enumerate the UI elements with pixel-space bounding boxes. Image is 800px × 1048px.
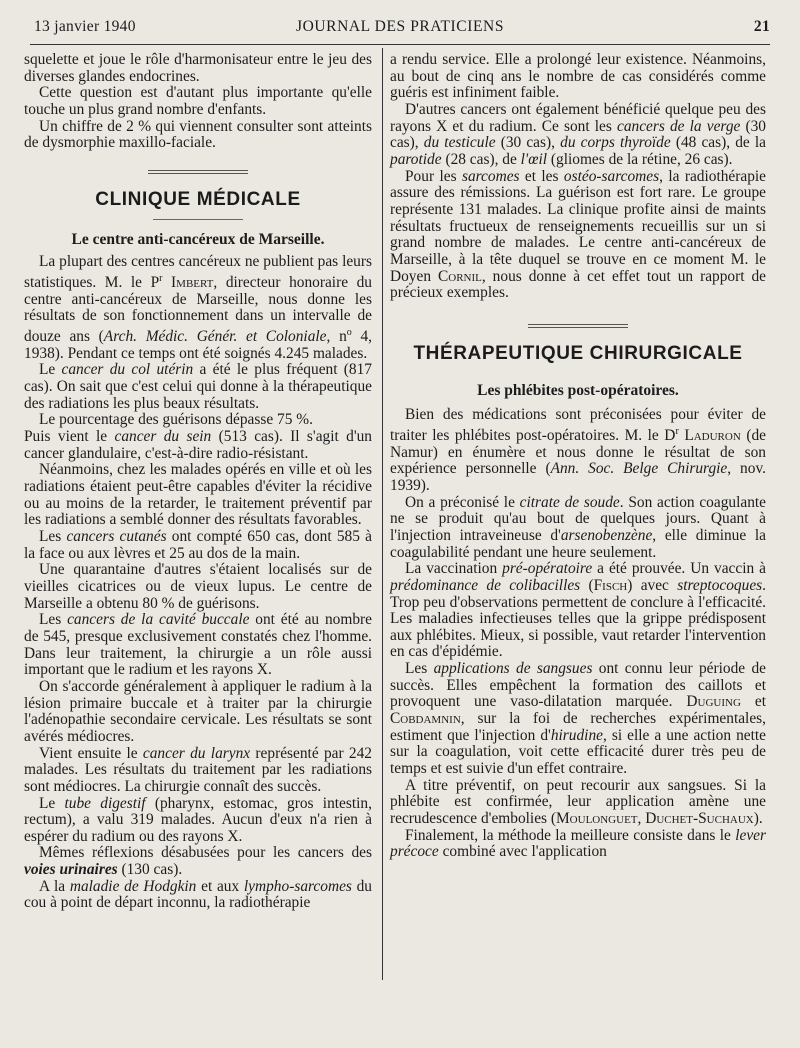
paragraph: Puis vient le cancer du sein (513 cas). Il s'agit d'un cancer glandulaire, c'est-à-dire radio-résistant. [24,428,372,462]
paragraph: A titre préventif, on peut recourir aux sangsues. Si la phlébite est confirmée, leur application amène une recrudescence d'embolies (Moulonguet, Duchet-Suchaux). [390,776,766,828]
paragraph: Le tube digestif (pharynx, estomac, gros intestin, rectum), a valu 319 malades. Aucun d'eux n'a rien à espérer du radium ou des rayons X. [24,794,372,845]
section-title-clinique: CLINIQUE MÉDICALE [95,188,301,210]
paragraph: Bien des médications sont préconisées pour éviter de traiter les phlébites post-opératoires. M. le $D^r$ Laduron (de Namur) en énumère et nous donne le résultat de son expérience personnelle (Ann. Soc. Belge Chirurgie, nov. 1939). [390,406,766,494]
paragraph: Les cancers cutanés ont compté 650 cas, dont 585 à la face ou aux lèvres et 25 au dos de la main. [24,528,372,562]
section-title-therapeutique: THÉRAPEUTIQUE CHIRURGICALE [413,342,743,364]
paragraph: La plupart des centres cancéreux ne publient pas leurs statistiques. M. le $P^r$ Imbert, directeur honoraire du centre anti-cancéreux de Marseille, nous donne les résultats de son fonctionnement dans un intervalle de douze ans (Arch. Médic. Génér. et Coloniale, $n^o$ 4, 1938). Pendant ce temps ont été soignés 4.245 malades. [24,253,373,362]
paragraph: squelette et joue le rôle d'harmonisateur entre le jeu des diverses glandes endocrines. [24,51,372,85]
column-divider [382,48,383,980]
journal-title: JOURNAL DES PRATICIENS [295,18,505,35]
paragraph: Cette question est d'autant plus importante qu'elle touche un plus grand nombre d'enfants. [24,84,372,118]
paragraph: Vient ensuite le cancer du larynx représenté par 242 malades. Les résultats du traitement par les radiations sont médiocres. La chirurgie connaît des succès. [24,744,373,795]
paragraph: Pour les sarcomes et les ostéo-sarcomes, la radiothérapie assure des rémissions. La guérison est fort rare. Le groupe représente 131 malades. La clinique profite ainsi de maints résultats fructueux de renseignements recueillis sur un si grand nombre de malades. Le centre anti-cancéreux de Marseille, à la tête duquel se trouve en ce moment M. le Doyen Cornil, nous donne à cet effet tout un rapport de précieux exemples. [390,167,767,302]
paragraph: On a préconisé le citrate de soude. Son action coagulante ne se produit qu'au bout de quelques jours. Quant à l'injection intraveineuse d'arsenobenzène, elle diminue la coagulabilité pendant une heure seulement. [390,493,766,561]
paragraph: La vaccination pré-opératoire a été prouvée. Un vaccin à prédominance de colibacilles (Fisch) avec streptocoques. Trop peu d'observations permettent de conclure à l'efficacité. Les maladies infectieuses telles que la grippe prédisposent aux phlébites. Mieux, si possible, vaut retarder l'intervention en cas d'épidémie. [390,560,766,661]
paragraph: Un chiffre de 2 % qui viennent consulter sont atteints de dysmorphie maxillo-faciale. [24,117,372,152]
paragraph: Néanmoins, chez les malades opérés en ville et où les radiations étaient peut-être capables d'éviter la récidive ou au moins de la retarder, le traitement préventif par les radiations a semblé donner des résultats favorables. [24,461,372,529]
paragraph: A la maladie de Hodgkin et aux lympho-sarcomes du cou à point de départ inconnu, la radiothérapie [24,877,373,912]
page-number: 21 [753,18,770,35]
paragraph: Les applications de sangsues ont connu leur période de succès. Elles empêchent la formation des caillots et provoquent une vaso-dilatation marquée. Duguing et Cobdamnin, sur la foi de recherches expérimentales, estiment que l'injection d'hirudine, si elle a une action nette sur la coagulation, voit cette efficacité durer très peu de temps et est suivie d'un effet contraire. [390,660,767,778]
paragraph: Mêmes réflexions désabusées pour les cancers des voies urinaires (130 cas). [24,844,372,879]
author-name: Cornil [438,267,482,285]
author-name: Cobdamnin [390,710,461,728]
author-name: Duguing [686,693,741,711]
header-rule [30,44,770,45]
author-name: Fisch [593,576,628,594]
page-header [30,18,770,44]
paragraph: Le cancer du col utérin a été le plus fréquent (817 cas). On sait que c'est celui qui donne à la thérapeutique des radiations les plus beaux résultats. [24,361,372,412]
paragraph: Les cancers de la cavité buccale ont été au nombre de 545, presque exclusivement constatés chez l'homme. Dans leur traitement, la chirurgie a un rôle aussi important que le radium et les rayons X. [24,611,372,679]
author-name: Moulonguet, Duchet-Suchaux [556,810,754,828]
journal-reference: Ann. Soc. Belge Chirurgie [550,460,728,478]
article-title-marseille: Le centre anti-cancéreux de Marseille. [71,230,325,248]
journal-reference: Arch. Médic. Génér. et Coloniale [103,328,327,346]
paragraph: a rendu service. Elle a prolongé leur existence. Néanmoins, au bout de cinq ans le nombre de cas considérés comme guéris est infiniment faible. [390,51,766,102]
article-title-phlebites: Les phlébites post-opératoires. [477,381,679,399]
issue-date: 13 janvier 1940 [34,18,136,35]
left-column [24,52,372,912]
paragraph: Une quarantaine d'autres s'étaient localisés sur de vieilles cicatrices ou de vieux lupus. Le centre de Marseille a obtenu 80 % de guérisons. [24,561,372,612]
author-name: Laduron [684,426,741,444]
author-name: Imbert [171,274,214,292]
paragraph: Finalement, la méthode la meilleure consiste dans le lever précoce combiné avec l'application [390,826,766,861]
paragraph: Le pourcentage des guérisons dépasse 75 %. [39,411,313,429]
paragraph: On s'accorde généralement à appliquer le radium à la lésion primaire buccale et à traiter par la chirurgie l'adénopathie secondaire cervicale. Les résultats se sont avérés médiocres. [24,677,372,745]
right-column [390,52,766,861]
paragraph: D'autres cancers ont également bénéficié quelque peu des rayons X et du radium. Ce sont les cancers de la verge (30 cas), du testicule (30 cas), du corps thyroïde (48 cas), de la parotide (28 cas), de l'œil (gliomes de la rétine, 26 cas). [390,100,766,168]
